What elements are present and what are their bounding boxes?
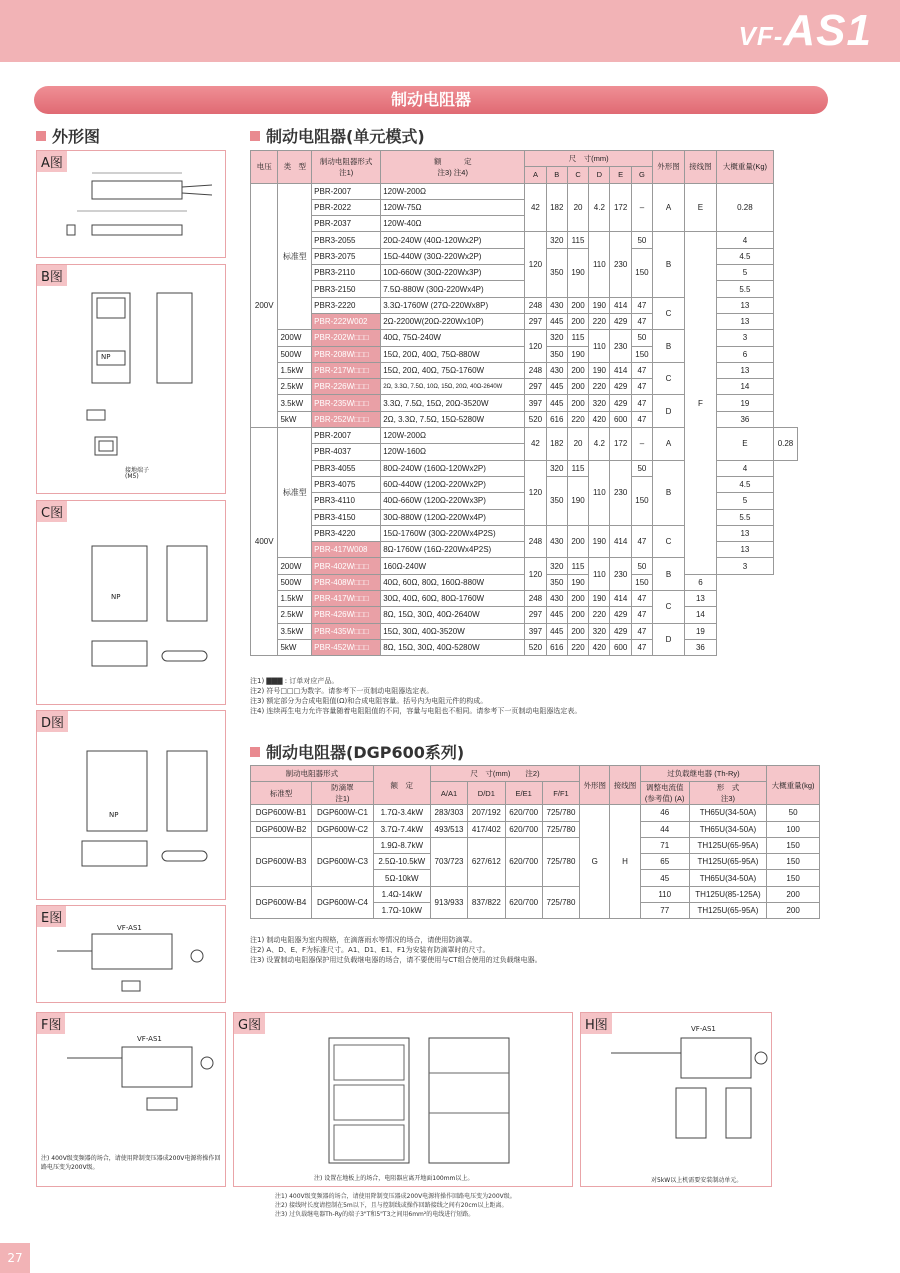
page-title: 制动电阻器 xyxy=(34,86,828,114)
table1-notes: 注1) ▇▇▇ : 订单对应产品。 注2) 符号□□□为数字。请参考下一页制动电阻器选定表。 注3) 额定部分为合成电阻值(Ω)和合成电阻容量。括号内为电阻元件的构成。 注4) 连续再生电力允许容量随着电阻阻值的不同，容量与电阻也不相同。请参考下一页制动电阻器选定表。 xyxy=(250,677,582,715)
wiring-notes: 注1) 400V级变频器的场合，请使用降制变压器成200V电源将操作回路电压变为200V级。 注2) 接线时长度请控制在5m以下，且与控制线或操作回路接线之间有20cm以上距离。 注3) 过负载继电器Th-Ry的端子3"T和5"T3之间用6mm²的电线进行短路。 xyxy=(275,1193,516,1218)
header-band xyxy=(0,0,900,62)
figure-a: A图 xyxy=(36,150,226,258)
brand-logo: VF-AS1 xyxy=(738,6,872,55)
page-number: 27 xyxy=(0,1243,30,1273)
figure-e: E图 VF-AS1 xyxy=(36,905,226,1003)
figure-b: B图 NP 接地端子 (M5) xyxy=(36,264,226,494)
figure-f: F图 VF-AS1 注) 400V级变频器的场合，请使用降制变压器成200V电源将操作回路电压变为200V级。 xyxy=(36,1012,226,1187)
dgp600-table: 制动电阻器形式 额 定 尺 寸(mm) 注2) 外形图 接线图 过负载继电器 (Th-Ry) 大概重量(kg) 标准型 防滴罩 注1) A/A1 D/D1 E/E1 F/F1 调整电流值 (参考值) (A) 形 式 注3) DGP600W-B1 DGP600W-C1 1.7Ω-3.4kW 283/303 207/192 620/700 725/780 G H 46 TH65U(34-50A) 50 DGP600W-B2 DGP600W-C2 3.7Ω-7.4kW 493/513 417/402 620/700 725/780 44 TH65U(34-50A) 100 DGP600W-B3 DGP600W-C3 1.9Ω-8.7kW 703/723 627/612 620/700 725/780 71 TH125U(65-95A) 150 2.5Ω-10.5kW 65 TH125U(65-95A) 150 5Ω-10kW 45 TH65U(34-50A) 150 DGP600W-B4 DGP600W-C4 1.4Ω-14kW 913/933 837/822 620/700 725/780 110 TH125U(85-125A) 200 1.7Ω-10kW 77 TH125U(65-95A) 200 xyxy=(250,765,820,919)
section-dgp: 制动电阻器(DGP600系列) xyxy=(250,740,464,763)
unit-resistor-table: 电压 类 型 制动电阻器形式 注1) 额 定 注3) 注4) 尺 寸(mm) 外形图 接线图 大概重量(Kg) A B C D E G 200V 标准型 PBR-2007 120W-200Ω 42 182 20 4.2 172 – A E 0.28 PBR-2022 120W-75Ω PBR-2037 120W-40Ω PBR3-2055 20Ω-240W (40Ω-120Wx2P) 120 320 115 110 230 50 B F 4 PBR3-2075 15Ω-440W (30Ω-220Wx2P) 350 190 150 4.5 PBR3-2110 10Ω-660W (30Ω-220Wx3P) 5 PBR3-2150 7.5Ω-880W (30Ω-220Wx4P) 5.5 PBR3-2220 3.3Ω-1760W (27Ω-220Wx8P) 248 430 200 190 414 47 C 13 PBR-222W002 2Ω-2200W(20Ω-220Wx10P) 297 445 200 220 429 47 13 200W PBR-202W□□□ 40Ω, 75Ω-240W 120 320 115 110 230 50 B 3 500W PBR-208W□□□ 15Ω, 20Ω, 40Ω, 75Ω-880W 350 190 150 6 1.5kW PBR-217W□□□ 15Ω, 20Ω, 40Ω, 75Ω-1760W 248 430 200 190 414 47 C 13 2.5kW PBR-226W□□□ 2Ω, 3.3Ω, 7.5Ω, 10Ω, 15Ω, 20Ω, 40Ω-2640W 297 445 200 220 429 47 14 3.5kW PBR-235W□□□ 3.3Ω, 7.5Ω, 15Ω, 20Ω-3520W 397 445 200 320 429 47 D 19 5kW PBR-252W□□□ 2Ω, 3.3Ω, 7.5Ω, 15Ω-5280W 520 616 220 420 600 47 36 400V 标准型 PBR-2007 120W-200Ω 42 182 20 4.2 172 – A E 0.28 PBR-4037 120W-160Ω PBR3-4055 80Ω-240W (160Ω-120Wx2P) 120 320 115 110 230 50 B 4 PBR3-4075 60Ω-440W (120Ω-220Wx2P) 350 190 150 4.5 PBR3-4110 40Ω-660W (120Ω-220Wx3P) 5 PBR3-4150 30Ω-880W (120Ω-220Wx4P) 5.5 PBR3-4220 15Ω-1760W (30Ω-220Wx4P2S) 248 430 200 190 414 47 C 13 PBR-417W008 8Ω-1760W (16Ω-220Wx4P2S) 13 200W PBR-402W□□□ 160Ω-240W 120 320 115 110 230 50 B 3 500W PBR-408W□□□ 40Ω, 60Ω, 80Ω, 160Ω-880W 350 190 150 6 1.5kW PBR-417W□□□ 30Ω, 40Ω, 60Ω, 80Ω-1760W 248 430 200 190 414 47 C 13 2.5kW PBR-426W□□□ 8Ω, 15Ω, 30Ω, 40Ω-2640W 297 445 200 220 429 47 14 3.5kW PBR-435W□□□ 15Ω, 30Ω, 40Ω-3520W 397 445 200 320 429 47 D 19 5kW PBR-452W□□□ 8Ω, 15Ω, 30Ω, 40Ω-5280W 520 616 220 420 600 47 36 xyxy=(250,150,798,656)
table2-notes: 注1) 制动电阻器为室内规格，在滴落雨水等情况的场合，请使用防滴罩。 注2) A、D、E、F为标准尺寸。A1、D1、E1、F1为安装有防滴罩时的尺寸。 注3) 设置制动电阻器保护用过负载继电器的场合，请不要使用与CT组合使用的过负载继电器。 xyxy=(250,936,542,964)
section-outline: 外形图 xyxy=(36,124,100,147)
figure-g: G图 注) 设置在地板上的场合，电阻器应离开地面100mm以上。 xyxy=(233,1012,573,1187)
figure-h: H图 VF-AS1 对5kW以上机需要安装制动单元。 xyxy=(580,1012,772,1187)
figure-d: D图 NP xyxy=(36,710,226,900)
figure-c: C图 NP xyxy=(36,500,226,705)
section-unit: 制动电阻器(单元模式) xyxy=(250,124,425,147)
